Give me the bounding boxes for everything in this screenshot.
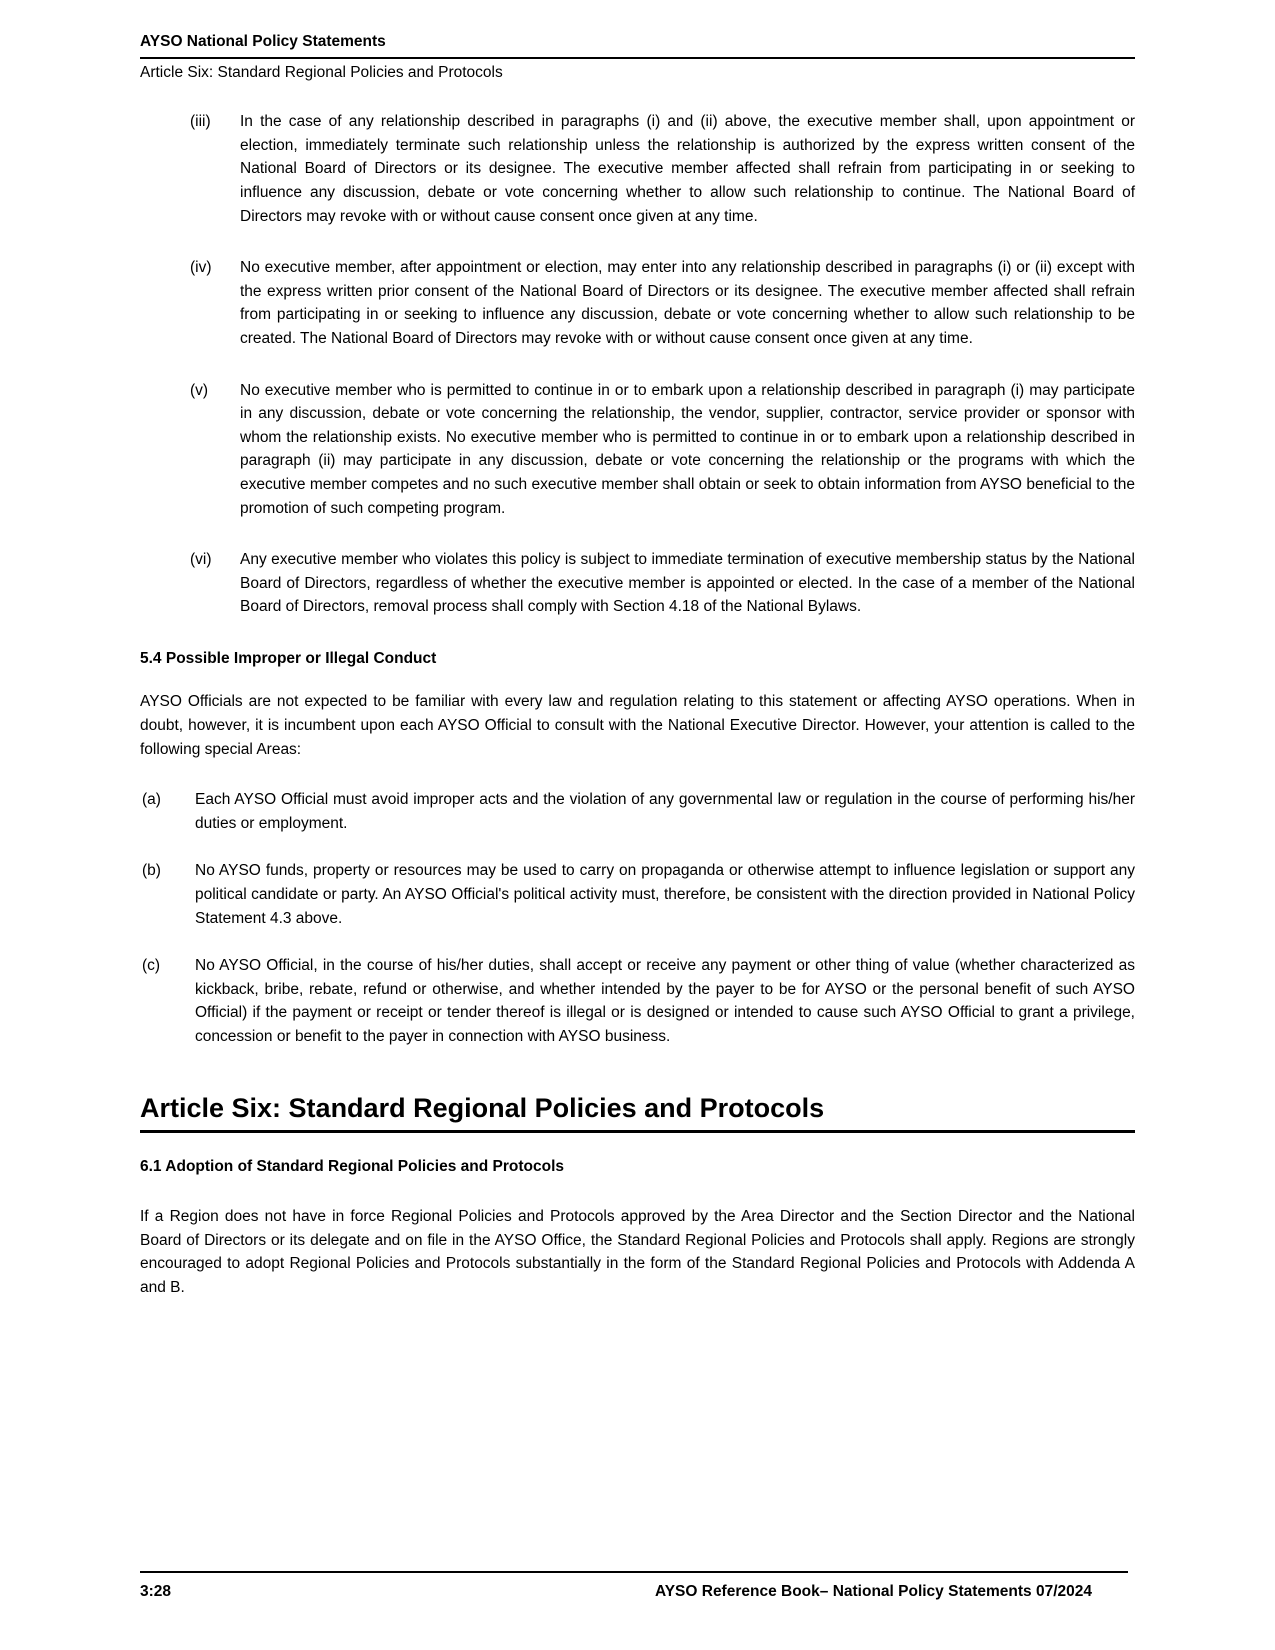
footer-page-number: 3:28 [140, 1583, 172, 1600]
list-item [140, 548, 1135, 619]
list-item-text: No executive member who is permitted to continue in or to embark upon a relationship described in paragraph (i) may participate in any discussion, debate or vote concerning the relationship, the vendor, supplier, contractor, service provider or sponsor with whom the relationship exists. No executive member who is permitted to continue in or to embark upon a relationship described in paragraph (ii) may participate in any discussion, debate or vote concerning the relationship or the programs with which the executive member competes and no such executive member shall obtain or seek to obtain information from AYSO beneficial to the promotion of such competing program. [240, 381, 1135, 517]
list-item-label: (v) [190, 381, 209, 399]
list-item-label: (vi) [190, 551, 212, 569]
section-5-4 [140, 647, 1135, 1049]
list-item [140, 256, 1135, 350]
list-item-text: Any executive member who violates this policy is subject to immediate termination of executive membership status by the National Board of Directors, regardless of whether the executive member is appointed or elected. In the case of a member of the National Board of Directors, removal process shall comply with Section 4.18 of the National Bylaws. [240, 551, 1135, 616]
header-title: AYSO National Policy Statements [140, 33, 386, 50]
section-5-4-heading: 5.4 Possible Improper or Illegal Conduct [140, 649, 437, 667]
page-header [140, 30, 1135, 84]
header-divider [140, 57, 1135, 59]
list-item [140, 788, 1135, 835]
section-6-1-paragraph: If a Region does not have in force Regional Policies and Protocols approved by the Area Director and the Section Director and the National Board of Directors or its delegate and on file in the AYSO Office, the Standard Regional Policies and Protocols shall apply. Regions are strongly encouraged to adopt Regional Policies and Protocols substantially in the form of the Standard Regional Policies and Protocols with Addenda A and B. [140, 1208, 1135, 1296]
footer-reference: AYSO Reference Book– National Policy Statements 07/2024 [654, 1583, 1092, 1600]
list-item [140, 954, 1135, 1048]
letter-list [140, 788, 1135, 1048]
section-6-1-heading: 6.1 Adoption of Standard Regional Policies and Protocols [140, 1157, 565, 1175]
section-5-4-intro: AYSO Officials are not expected to be familiar with every law and regulation relating to this statement or affecting AYSO operations. When in doubt, however, it is incumbent upon each AYSO Official to consult with the National Executive Director. However, your attention is called to the following special Areas: [140, 693, 1135, 758]
article-six-section [140, 1091, 1135, 1300]
list-item [140, 859, 1135, 930]
list-item-label: (b) [142, 862, 161, 880]
header-subtitle: Article Six: Standard Regional Policies and Protocols [140, 63, 503, 81]
list-item [140, 379, 1135, 521]
list-item-label: (a) [142, 791, 161, 809]
page-footer [140, 1571, 1128, 1604]
list-item-text: Each AYSO Official must avoid improper acts and the violation of any governmental law or regulation in the course of performing his/her duties or employment. [195, 791, 1135, 832]
list-item-label: (c) [142, 957, 161, 975]
list-item-label: (iii) [190, 113, 211, 131]
list-item-text: In the case of any relationship described in paragraphs (i) and (ii) above, the executive member shall, upon appointment or election, immediately terminate such relationship unless the relationship is authorized by the express written consent of the National Board of Directors or its designee. The executive member affected shall refrain from participating in or seeking to influence any discussion, debate or vote concerning whether to allow such relationship to continue. The National Board of Directors may revoke with or without cause consent once given at any time. [240, 113, 1135, 225]
list-item [140, 110, 1135, 228]
article-six-heading: Article Six: Standard Regional Policies and Protocols [140, 1091, 1135, 1133]
list-item-label: (iv) [190, 259, 212, 277]
list-item-text: No AYSO Official, in the course of his/her duties, shall accept or receive any payment or other thing of value (whether characterized as kickback, bribe, rebate, refund or otherwise, and whether intended by the payer to be for AYSO or the personal benefit of such AYSO Official) if the payment or receipt or tender thereof is illegal or is designed or intended to cause such AYSO Official to grant a privilege, concession or benefit to the payer in connection with AYSO business. [195, 957, 1135, 1045]
list-item-text: No executive member, after appointment or election, may enter into any relationship described in paragraphs (i) or (ii) except with the express written prior consent of the National Board of Directors or its designee. The executive member affected shall refrain from participating in or seeking to influence any discussion, debate or vote concerning whether to allow such relationship to be created. The National Board of Directors may revoke with or without cause consent once given at any time. [240, 259, 1135, 347]
list-item-text: No AYSO funds, property or resources may be used to carry on propaganda or otherwise attempt to influence legislation or support any political candidate or party. An AYSO Official's political activity must, therefore, be consistent with the direction provided in National Policy Statement 4.3 above. [195, 862, 1135, 927]
roman-numbered-list [140, 110, 1135, 619]
